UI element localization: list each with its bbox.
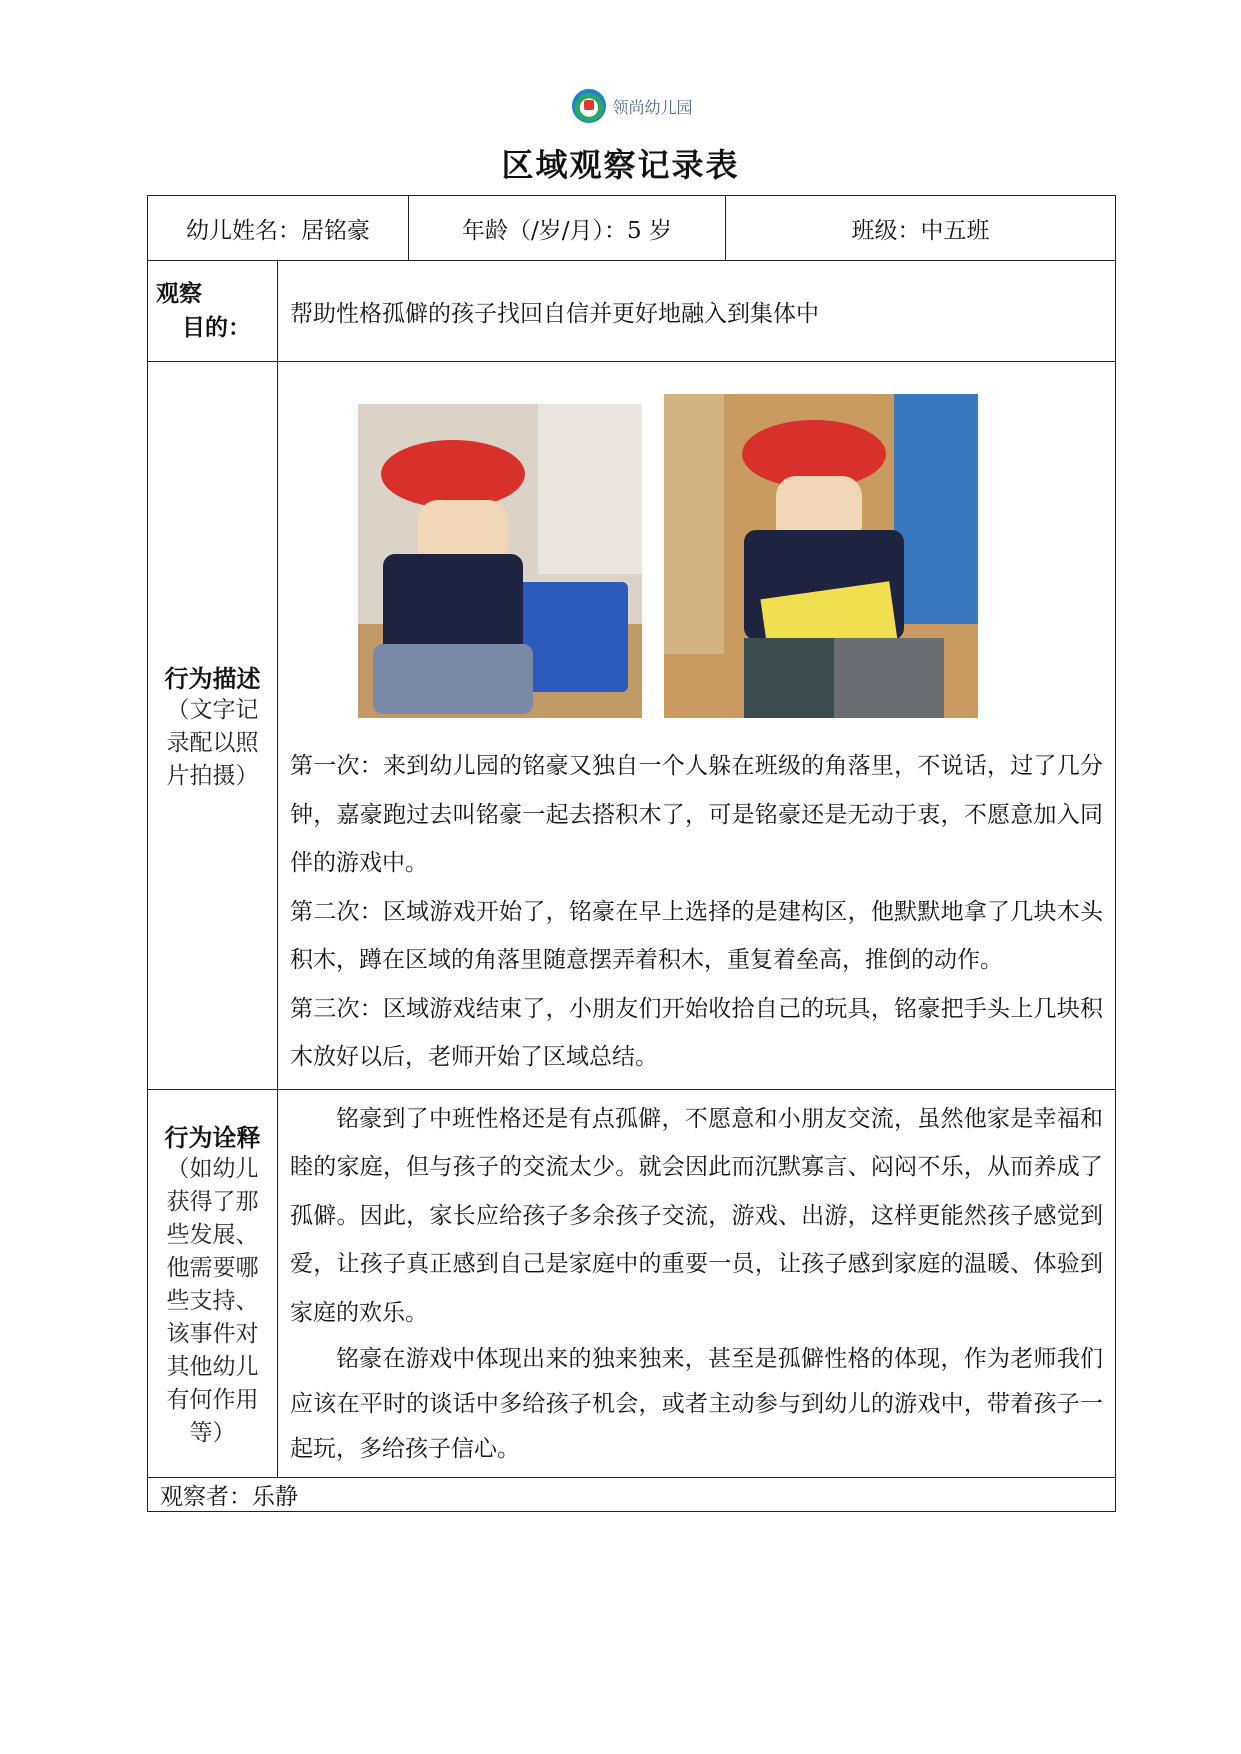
observation-record-table (147, 195, 1116, 1512)
interpretation-content (278, 1090, 1116, 1478)
school-name: 领尚幼儿园 (612, 97, 693, 117)
child-age-cell: 年龄（/岁/月）：5 岁 (409, 196, 726, 261)
interpretation-label-cell (148, 1090, 278, 1478)
document-title: 区域观察记录表 (501, 146, 740, 184)
behavior-paragraph-1: 第一次：来到幼儿园的铭豪又独自一个人躲在班级的角落里，不说话，过了几分钟，嘉豪跑过去叫铭豪一起去搭积木了，可是铭豪还是无动于衷，不愿意加入同伴的游戏中。 (290, 753, 1103, 876)
purpose-label-line-2: 目的： (182, 315, 251, 341)
photo-2-illustration (664, 394, 978, 718)
observer-text: 观察者：乐静 (148, 1478, 1116, 1512)
child-with-blue-bin-photo (358, 404, 642, 718)
purpose-label-line-1: 观察 (156, 281, 202, 307)
behavior-paragraph-3: 第三次：区域游戏结束了，小朋友们开始收拾自己的玩具，铭豪把手头上几块积木放好以后，老师开始了区域总结。 (290, 995, 1103, 1070)
purpose-row (148, 261, 1116, 362)
child-class-cell: 班级：中五班 (726, 196, 1116, 261)
behavior-photos (290, 362, 1103, 742)
interpretation-sub-label: （如幼儿获得了那些发展、他需要哪些支持、该事件对其他幼儿有何作用等） (166, 1155, 259, 1446)
behavior-label: 行为描述 (164, 664, 261, 693)
purpose-label-cell (148, 261, 278, 362)
kindergarten-logo-icon (572, 89, 606, 123)
interpretation-paragraph-1: 铭豪到了中班性格还是有点孤僻，不愿意和小朋友交流，虽然他家是幸福和睦的家庭，但与孩子的交流太少。就会因此而沉默寡言、闷闷不乐，从而养成了孤僻。因此，家长应给孩子多余孩子交流，游戏、出游，这样更能然孩子感觉到爱，让孩子真正感到自己是家庭中的重要一员，让孩子感到家庭的温暖、体验到家庭的欢乐。 (290, 1105, 1103, 1326)
document-header (0, 88, 1241, 186)
behavior-sub-label: （文字记录配以照片拍摄） (166, 696, 259, 789)
child-name-cell: 幼儿姓名：居铭豪 (148, 196, 409, 261)
photo-1-illustration (358, 404, 642, 718)
observer-row (148, 1478, 1116, 1512)
interpretation-paragraph-2: 铭豪在游戏中体现出来的独来独来，甚至是孤僻性格的体现，作为老师我们应该在平时的谈话中多给孩子机会，或者主动参与到幼儿的游戏中，带着孩子一起玩，多给孩子信心。 (290, 1346, 1103, 1463)
purpose-text: 帮助性格孤僻的孩子找回自信并更好地融入到集体中 (278, 261, 1116, 362)
behavior-label-cell (148, 362, 278, 1090)
school-logo-row (24, 88, 1241, 124)
child-info-row (148, 196, 1116, 261)
interpretation-label: 行为诠释 (164, 1123, 261, 1152)
behavior-row (148, 362, 1116, 1090)
interpretation-row (148, 1090, 1116, 1478)
behavior-content (278, 362, 1116, 1090)
child-stacking-blocks-photo (664, 394, 978, 718)
behavior-paragraph-2: 第二次：区域游戏开始了，铭豪在早上选择的是建构区，他默默地拿了几块木头积木，蹲在区域的角落里随意摆弄着积木，重复着垒高，推倒的动作。 (290, 898, 1103, 973)
